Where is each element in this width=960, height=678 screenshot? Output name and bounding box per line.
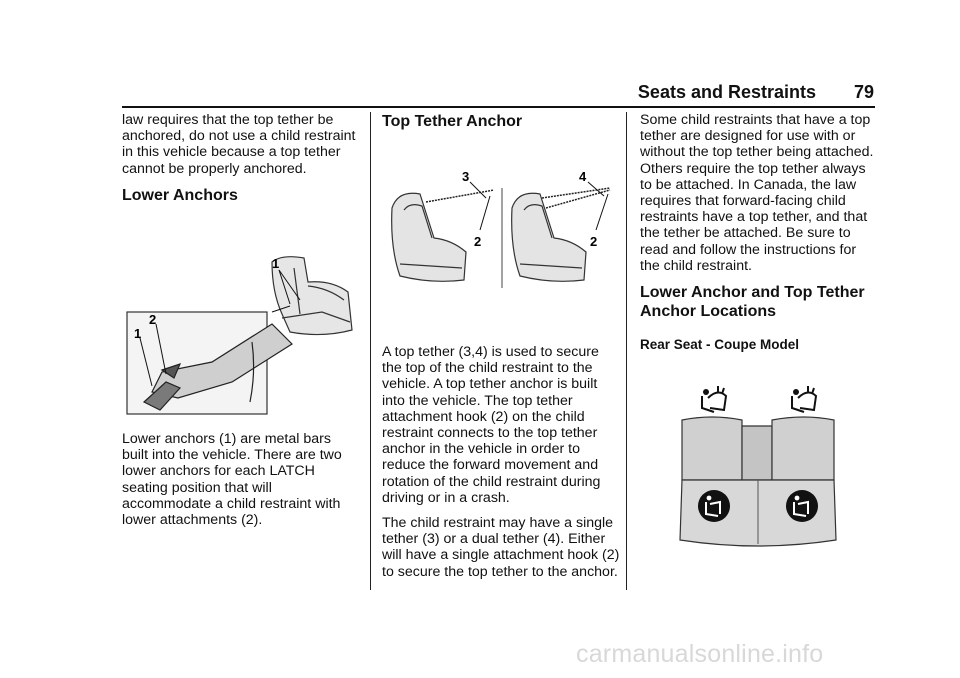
label-2: 2 (149, 312, 157, 327)
column-1 (122, 112, 358, 205)
label-2-left: 2 (474, 234, 482, 249)
section-title: Seats and Restraints (637, 82, 816, 102)
lower-anchors-paragraph: Lower anchors (1) are metal bars built into the vehicle. There are two lower anchors for each LATCH seating position that will accommodate a child restraint with lower attachments (2). (122, 431, 342, 529)
top-tether-symbol-right (792, 386, 816, 412)
label-4: 4 (579, 169, 587, 184)
column-3 (640, 112, 876, 353)
lower-anchors-illustration (122, 252, 358, 420)
top-tether-illustration (382, 168, 620, 292)
watermark: carmanualsonline.info (576, 640, 824, 668)
lower-anchors-heading: Lower Anchors (122, 186, 238, 204)
anchor-locations-heading: Lower Anchor and Top Tether Anchor Locations (640, 284, 865, 321)
rear-seat-coupe-illustration (676, 380, 842, 554)
column-separator-left (370, 112, 371, 590)
page-header (0, 82, 874, 106)
column-2-lower (382, 344, 620, 589)
column-1-lower (122, 431, 358, 537)
tether-info-paragraph: Some child restraints that have a top tether are designed for use with or without the top tether being attached. Others require the top tether always to be attached. In Canada, the law requires that forward-facing child restraints have a top tether, and that the tether be attached. Be sure to read and follow the instructions for the child restraint. (640, 112, 874, 274)
lower-anchor-symbol-left (698, 490, 730, 522)
intro-paragraph: law requires that the top tether be anchored, do not use a child restraint in this vehicle because a top tether cannot be properly anchored. (122, 112, 356, 177)
top-tether-heading: Top Tether Anchor (382, 113, 523, 130)
top-tether-paragraph-1: A top tether (3,4) is used to secure the top of the child restraint to the vehicle. A top tether anchor is built into the vehicle. The top tether attachment hook (2) on the child restraint connects to the top tether anchor in the vehicle in order to reduce the forward movement and rotation of the child restraint during driving or in a crash. (382, 344, 601, 506)
label-1-inset: 1 (134, 326, 142, 341)
label-3: 3 (462, 169, 470, 184)
label-1-top: 1 (272, 256, 280, 271)
coupe-subheading: Rear Seat - Coupe Model (640, 337, 800, 353)
column-2 (382, 112, 620, 131)
label-2-right: 2 (590, 234, 598, 249)
seat-drawing (272, 257, 352, 335)
lower-anchor-symbol-right (786, 490, 818, 522)
column-separator-right (626, 112, 627, 590)
child-seat-single-tether (392, 193, 466, 281)
page-number: 79 (853, 82, 874, 102)
header-rule (122, 106, 875, 108)
top-tether-symbol-left (702, 386, 726, 412)
top-tether-paragraph-2: The child restraint may have a single tether (3) or a dual tether (4). Either will have a single attachment hook (2) to secure the top tether to the anchor. (382, 515, 620, 580)
